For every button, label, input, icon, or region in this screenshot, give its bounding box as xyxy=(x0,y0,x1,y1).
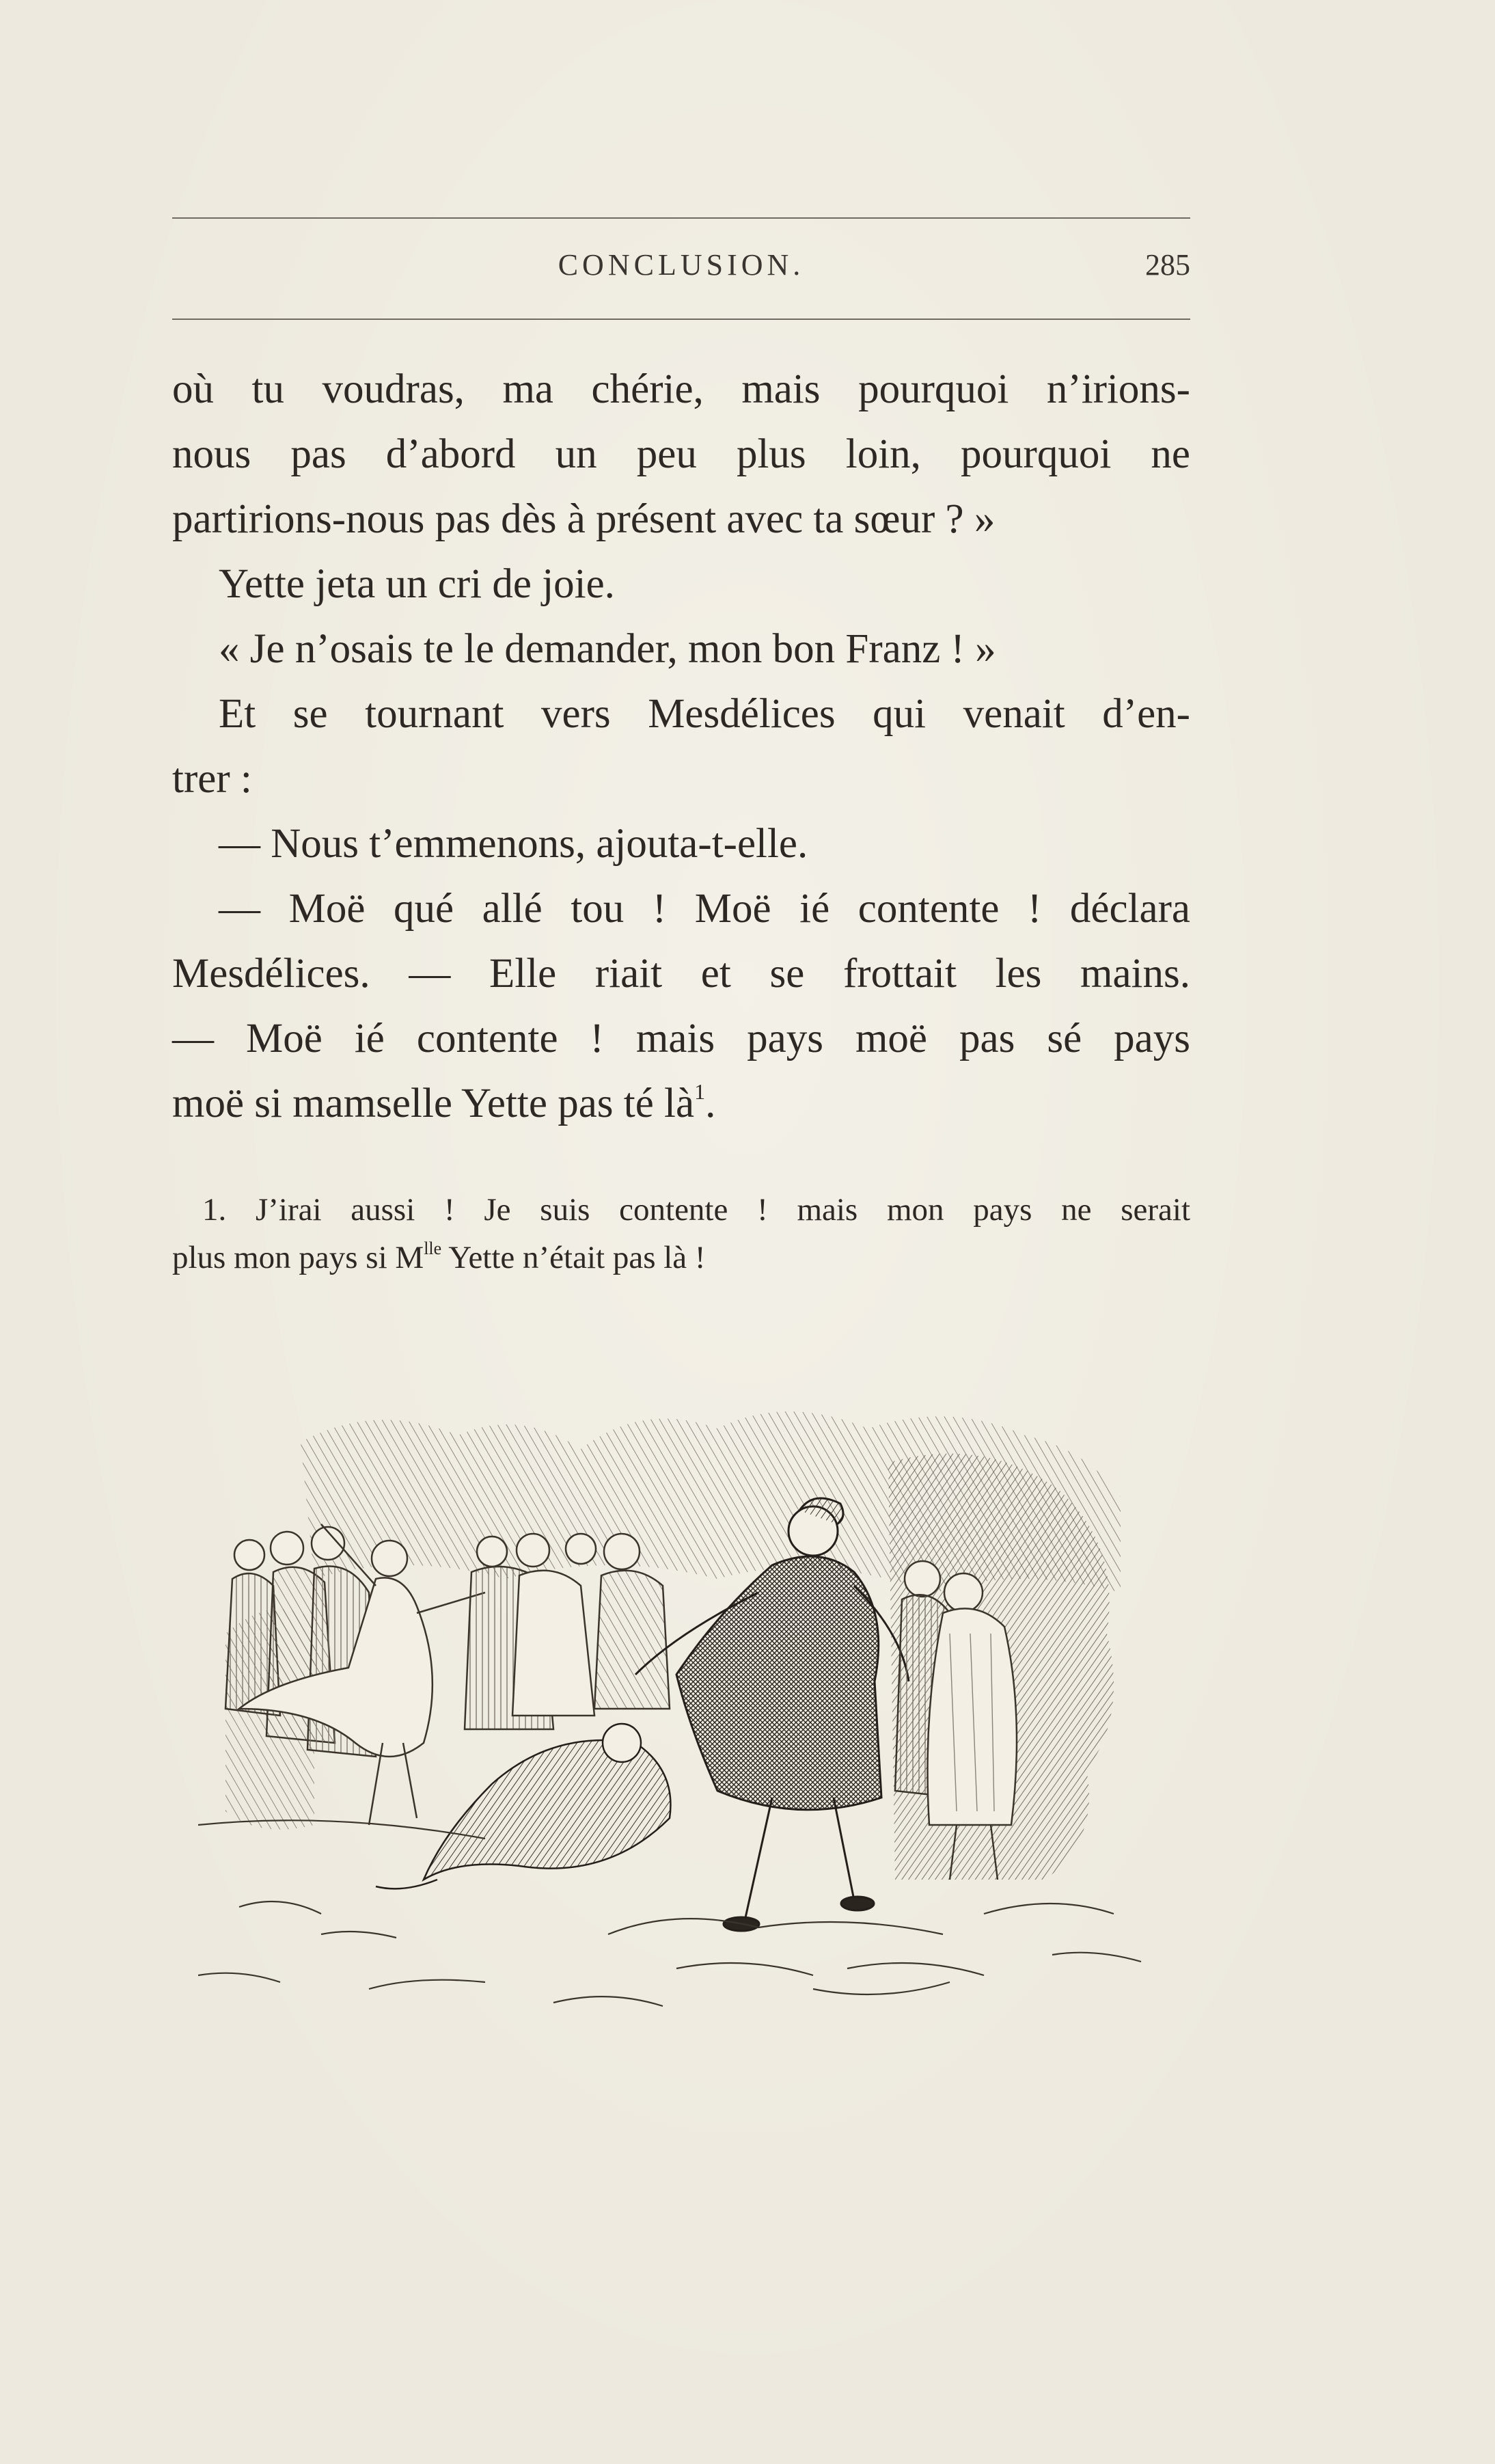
engraving-illustration xyxy=(198,1387,1175,2071)
text-line: Mesdélices. — Elle riait et se frottait les mains. xyxy=(172,951,1190,997)
text-line: « Je n’osais te le demander, mon bon Franz ! » xyxy=(219,626,996,672)
text-line: — Moë ié contente ! mais pays moë pas sé pays xyxy=(172,1016,1190,1061)
text-line: nous pas d’abord un peu plus loin, pourquoi ne xyxy=(172,431,1190,477)
header-rule-bottom xyxy=(172,319,1190,320)
text-line-content: moë si mamselle Yette pas té là xyxy=(172,1081,695,1126)
text-line: — Nous t’emmenons, ajouta-t-elle. xyxy=(219,821,808,867)
footnote-line: 1. J’irai aussi ! Je suis contente ! mais mon pays ne serait xyxy=(202,1192,1190,1228)
text-line: trer : xyxy=(172,756,252,802)
footnote xyxy=(172,1186,1190,1282)
footnote-line xyxy=(172,1234,1190,1282)
dragged-child xyxy=(376,1724,670,1888)
running-head xyxy=(172,247,1190,288)
text-line-end: . xyxy=(705,1081,716,1126)
header-rule-top xyxy=(172,217,1190,219)
text-line: où tu voudras, ma chérie, mais pourquoi n’irions- xyxy=(172,366,1190,412)
footnote-marker: 1 xyxy=(694,1079,706,1104)
footnote-text: plus mon pays si M xyxy=(172,1240,424,1275)
running-title: CONCLUSION. xyxy=(558,248,805,282)
text-line: partirions-nous pas dès à présent avec ta sœur ? » xyxy=(172,496,996,542)
footnote-superscript: lle xyxy=(424,1238,442,1258)
text-line: Yette jeta un cri de joie. xyxy=(219,561,615,607)
text-line: — Moë qué allé tou ! Moë ié contente ! déclara xyxy=(219,886,1190,932)
footnote-text: Yette n’était pas là ! xyxy=(441,1240,706,1275)
text-line-last xyxy=(172,1071,1190,1136)
page-number: 285 xyxy=(1145,248,1190,282)
text-line: Et se tournant vers Mesdélices qui venait d’en- xyxy=(219,691,1190,737)
body-text xyxy=(172,357,1190,1136)
